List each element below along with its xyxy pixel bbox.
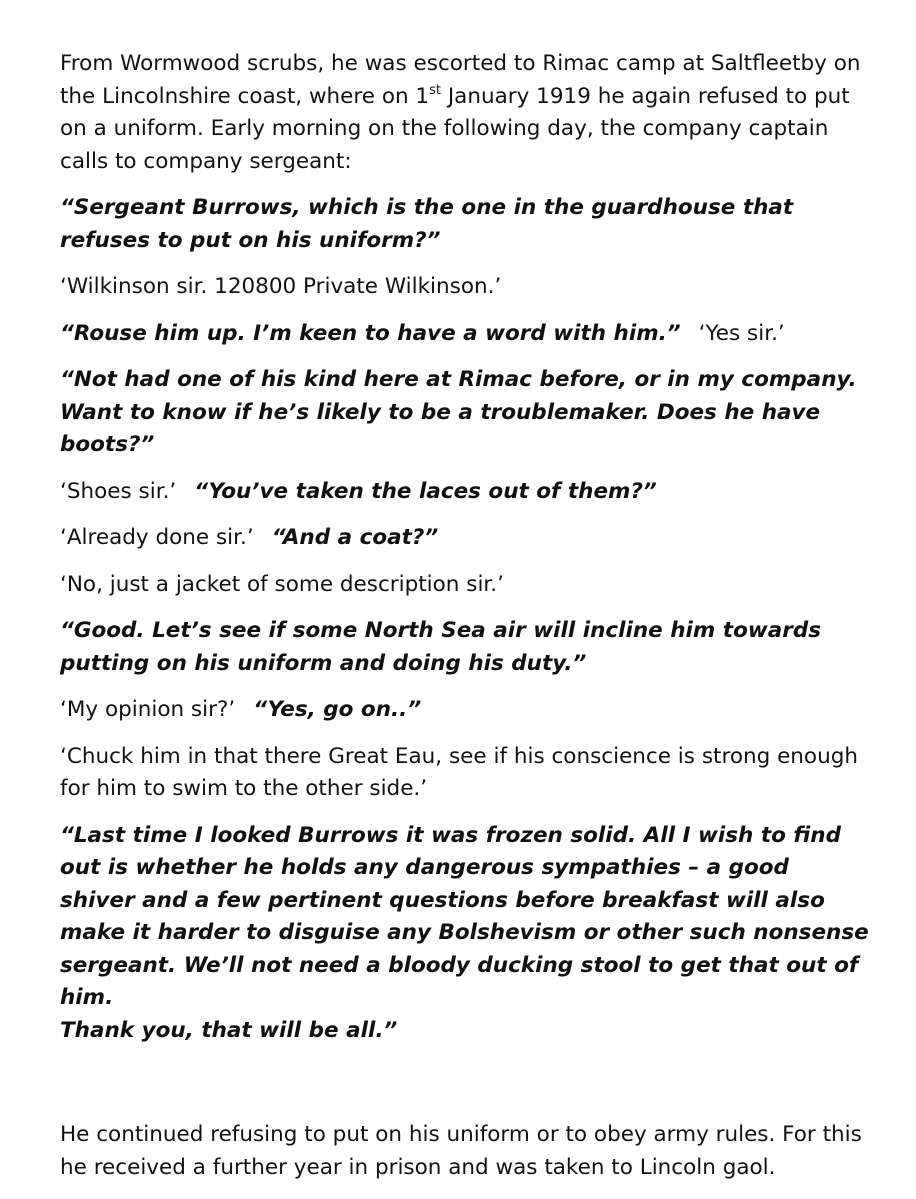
- dialogue-row-2: [60, 318, 870, 351]
- captain-line-8-end: Thank you, that will be all.”: [60, 1017, 398, 1043]
- captain-line-8: [60, 820, 870, 1048]
- captain-line-8-body: “Last time I looked Burrows it was frozen solid. All I wish to find out is whether he holds any dangerous sympathies – a good shiver and a few pertinent questions before breakfast will also make it harder to disguise any Bolshevism or other such nonsense sergeant. We’ll not need a bloody ducking stool to get that out of him.: [60, 822, 869, 1010]
- captain-line-4: “You’ve taken the laces out of them?”: [194, 478, 657, 504]
- captain-line-1: “Sergeant Burrows, which is the one in the guardhouse that refuses to put on his uniform?”: [60, 195, 794, 253]
- sergeant-line-4: ‘Already done sir.’: [60, 525, 254, 550]
- intro-paragraph: [60, 48, 870, 178]
- intro-text-end: January 1919 he again refused to put on a uniform. Early morning on the following day, the company captain calls to company sergeant:: [60, 83, 850, 174]
- sergeant-line-5: ‘No, just a jacket of some description sir.’: [60, 571, 504, 597]
- captain-line-6: “Good. Let’s see if some North Sea air will incline him towards putting on his uniform and doing his duty.”: [60, 618, 822, 676]
- captain-line-7: “Yes, go on..”: [253, 697, 422, 722]
- closing-paragraph: He continued refusing to put on his uniform or to obey army rules. For this he received a further year in prison and was taken to Lincoln gaol.: [60, 1122, 862, 1180]
- captain-line-2: “Rouse him up. I’m keen to have a word with him.”: [60, 320, 681, 346]
- captain-line-5: “And a coat?”: [271, 525, 439, 550]
- ordinal-superscript: st: [429, 82, 441, 98]
- dialogue-row-4: [60, 476, 870, 509]
- sergeant-line-7: ‘Chuck him in that there Great Eau, see if his conscience is strong enough for him to swim to the other side.’: [60, 743, 858, 801]
- sergeant-line-6: ‘My opinion sir?’: [60, 697, 236, 722]
- dialogue-row-7: [60, 694, 870, 727]
- dialogue-row-5: [60, 522, 870, 555]
- sergeant-line-2: ‘Yes sir.’: [698, 320, 785, 346]
- intro-text-start: From Wormwood scrubs, he was escorted to Rimac camp at Saltfleetby on the Lincolnshire coast, where on 1: [60, 51, 861, 109]
- document-page: [60, 48, 870, 1198]
- section-spacer: [60, 1061, 870, 1119]
- sergeant-line-1: ‘Wilkinson sir. 120800 Private Wilkinson.’: [60, 274, 502, 299]
- sergeant-line-3: ‘Shoes sir.’: [60, 478, 177, 504]
- captain-line-3: “Not had one of his kind here at Rimac before, or in my company. Want to know if he’s likely to be a troublemaker. Does he have boots?”: [60, 367, 857, 457]
